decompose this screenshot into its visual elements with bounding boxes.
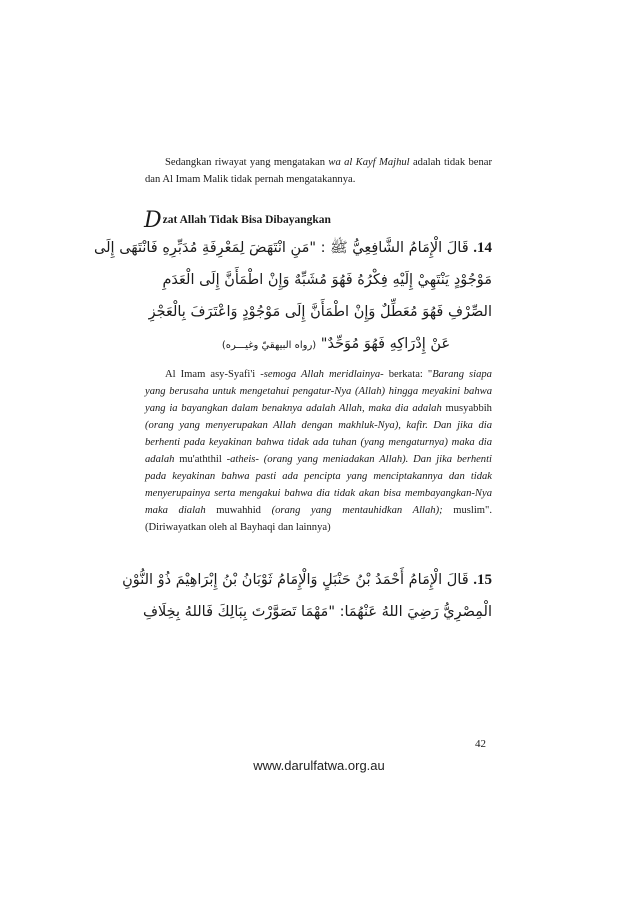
translation-run: berkata: ": [383, 369, 433, 380]
translation-run: musyabbih: [441, 403, 492, 414]
translation-paragraph: [145, 366, 492, 536]
translation-italic-run: (orang yang menyerupakan Allah dengan makhluk-Nya), kafir. Dan jika dia berhenti pada keyakinan bahwa tidak ada tuhan (yang mengaturnya) maka dia adalah: [145, 420, 492, 465]
intro-paragraph: [145, 154, 492, 188]
translation-italic-run: Barang siapa yang berusaha untuk mengetahui pengatur-Nya (Allah) hingga meyakini bahwa yang ia bayangkan dalam benaknya adalah Allah, maka dia adalah: [145, 369, 492, 414]
riwayah-note: (رواه البيهقيّ وغيـــره): [221, 340, 317, 351]
quote-number: 15.: [473, 572, 492, 588]
translation-run: muslim". (Diriwayatkan oleh al Bayhaqi dan lainnya): [145, 505, 492, 533]
footer-website-url: www.darulfatwa.org.au: [253, 758, 385, 773]
page-number: 42: [475, 738, 486, 750]
translation-run: mu'aththil: [174, 454, 227, 465]
section-heading: [144, 208, 494, 233]
translation-run: muwahhid: [205, 505, 272, 516]
translation-italic-run: -semoga Allah meridlainya-: [260, 369, 384, 380]
translation-run: Al Imam asy-Syafi'i: [165, 369, 261, 380]
heading-dropcap: D: [144, 208, 162, 233]
arabic-quote-15: [122, 564, 492, 628]
arabic-line: مَوْجُوْدٍ يَنْتَهِيْ إِلَيْهِ فِكْرُهُ فَهُوَ مُشَبِّهٌ وَإِنْ اطْمَأَنَّ إِلَى الْعَدَمِ: [162, 272, 492, 288]
arabic-line: عَنْ إِدْرَاكِهِ فَهُوَ مُوَحِّدٌ" (رواه البيهقيّ وغيـــره): [221, 336, 451, 352]
arabic-line: 14. قَالَ الْإِمَامُ الشَّافِعِيُّ ﷺ : "مَنِ انْتَهَضَ لِمَعْرِفَةِ مُدَبِّرِهِ فَانْتَهَى إِلَى: [94, 240, 492, 256]
arabic-quote-14: [94, 232, 492, 362]
intro-term: wa al Kayf Majhul: [328, 157, 410, 168]
quote-number: 14.: [473, 240, 492, 256]
arabic-line: 15. قَالَ الْإِمَامُ أَحْمَدُ بْنُ حَنْبَلٍ وَالْإِمَامُ ثَوْبَانُ بْنُ إِبْرَاهِيْمَ ذُوْ النُّوْنِ: [122, 572, 492, 588]
translation-italic-run: (orang yang mentauhidkan Allah);: [271, 505, 443, 516]
translation-italic-run: -atheis- (orang yang meniadakan Allah). Dan jika berhenti pada keyakinan bahwa pasti ada pencipta yang menciptakannya dan tidak menyerupainya serta mengakui bahwa dia tidak akan bisa membayangkan-Nya maka dialah: [145, 454, 492, 516]
arabic-line: الْمِصْرِيُّ رَضِيَ اللهُ عَنْهُمَا: "مَهْمَا تَصَوَّرْتَ بِبَالِكَ فَاللهُ بِخِلَافِ: [142, 604, 492, 620]
intro-text-end: adalah tidak benar dan Al Imam Malik tidak pernah mengatakannya.: [145, 157, 492, 185]
intro-text-start: Sedangkan riwayat yang mengatakan: [165, 157, 329, 168]
arabic-line: الصِّرْفِ فَهُوَ مُعَطِّلٌ وَإِنْ اطْمَأَنَّ إِلَى مَوْجُوْدٍ وَاعْتَرَفَ بِالْعَجْزِ: [148, 304, 492, 320]
heading-text: zat Allah Tidak Bisa Dibayangkan: [162, 214, 331, 226]
